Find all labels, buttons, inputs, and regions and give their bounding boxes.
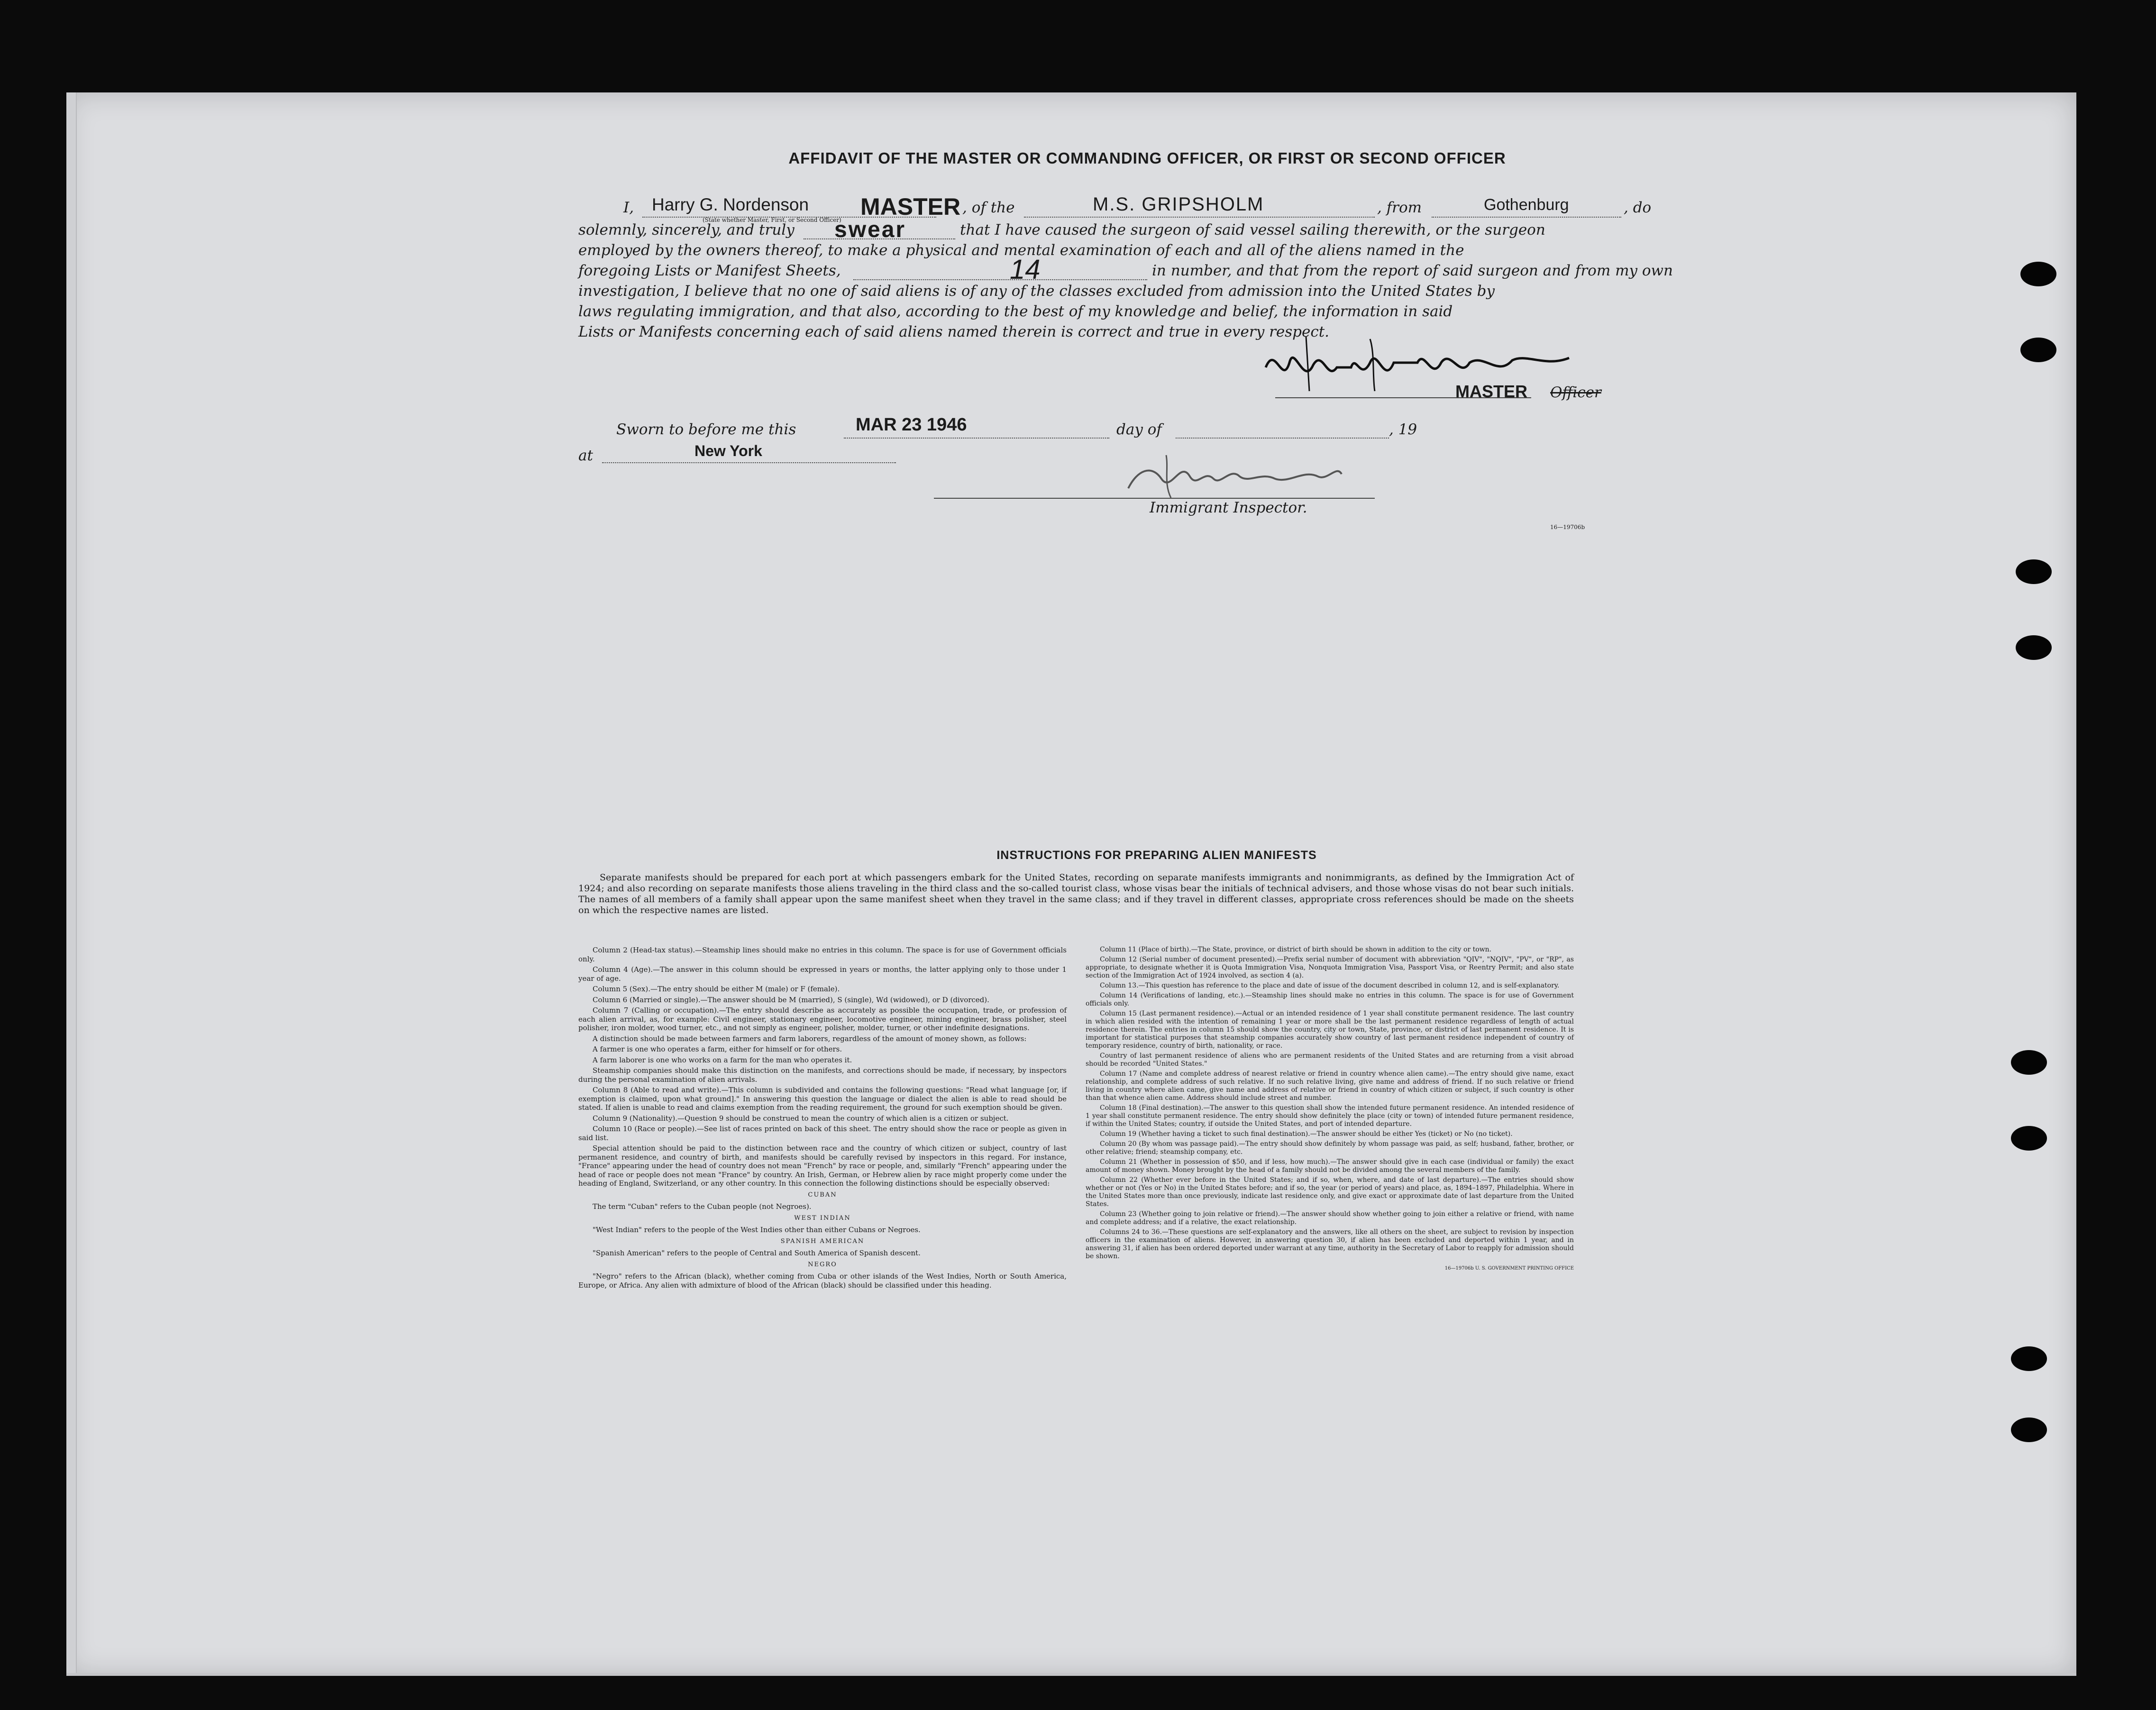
punch-hole <box>2020 262 2056 286</box>
instruction-paragraph: Column 13.—This question has reference to the place and date of issue of the document described in column 12, and is self-explanatory. <box>1100 982 1560 989</box>
oath-stamp: swear <box>834 217 906 242</box>
instruction-paragraph: Columns 24 to 36.—These questions are self-explanatory and the answers, like all others on the sheet, are subject to revision by inspection officers in the examination of aliens. However, in answering question 30, if alien has been excluded and deported within 1 year, and in answering 31, if alien has been ordered deported under warrant at any time, authority in the Secretary of Labor to reapply for admission should be shown. <box>1086 1228 1574 1260</box>
instruction-paragraph: A farm laborer is one who works on a farm for the man who operates it. <box>593 1055 852 1064</box>
cuban-text: The term "Cuban" refers to the Cuban people (not Negroes). <box>593 1202 812 1211</box>
at-text: at <box>578 447 593 464</box>
manifest-page <box>66 92 2076 1676</box>
instruction-paragraph: Column 15 (Last permanent residence).—Actual or an intended residence of 1 year shall constitute permanent residence. The last country in which alien resided with the intention of remaining 1 year or more shall be the last permanent residence regardless of length of actual residence therein. The entries in column 15 should show the country, city or town, State, province, or district of last permanent residence. It is important for statistical purposes that steamship companies accurately show country of last permanent residence independent of country of temporary residence, country of birth, nationality, or race. <box>1086 1010 1574 1050</box>
date-blank <box>844 438 1109 439</box>
instruction-paragraph: Column 6 (Married or single).—The answer should be M (married), S (single), Wd (widowed), or D (divorced). <box>593 995 989 1004</box>
affidavit-i: I, <box>623 199 634 216</box>
punch-hole <box>2020 338 2056 362</box>
punch-hole <box>2016 559 2052 584</box>
year-prefix: , 19 <box>1389 421 1417 438</box>
instruction-paragraph: Column 7 (Calling or occupation).—The entry should describe as accurately as possible the occupation, trade, or profession of each alien arrival, as, for example: Civil engineer, stationary engineer, locomotive engineer, mining engineer, brass polisher, steel polisher, iron molder, wood turner, etc., and not simply as engineer, polisher, molder, turner, or other indefinite designations. <box>578 1006 1067 1032</box>
page-bottom-edge <box>66 1673 2076 1676</box>
instruction-paragraph: Column 11 (Place of birth).—The State, province, or district of birth should be shown in addition to the city or town. <box>1100 946 1492 953</box>
instruction-paragraph: Column 5 (Sex).—The entry should be either M (male) or F (female). <box>593 985 840 993</box>
instruction-paragraph: Column 14 (Verifications of landing, etc.).—Steamship lines should make no entries in this column. The space is for use of Government officials only. <box>1086 992 1574 1007</box>
negro-text: "Negro" refers to the African (black), whether coming from Cuba or other islands of the West Indies, North or South America, Europe, or Africa. Any alien with admixture of blood of the African (black) should be classified under this heading. <box>578 1272 1067 1289</box>
spanish-american-text: "Spanish American" refers to the people of Central and South America of Spanish descent. <box>593 1249 921 1257</box>
instructions-footer: 16—19706b U. S. GOVERNMENT PRINTING OFFICE <box>1444 1266 1574 1271</box>
officer-struck: Officer <box>1550 384 1601 401</box>
instruction-paragraph: Column 18 (Final destination).—The answer to this question shall show the intended future permanent residence. An intended residence of 1 year shall constitute permanent residence. The entry should show definitely the place (city or town) of intended future permanent residence, if within the United States; country, if outside the United States, and port of intended departure. <box>1086 1104 1574 1128</box>
form-number: 16—19706b <box>1550 524 1585 530</box>
day-of-text: day of <box>1116 421 1162 438</box>
instructions-intro: Separate manifests should be prepared for each port at which passengers embark for the United States, recording on separate manifests immigrants and nonimmigrants, as defined by the Immigration Act of 1924; and also recording on separate manifests those aliens traveling in the third class and the so-called tourist class, whose visas bear the initials of technical advisers, and those whose visas do not bear such initials. The names of all members of a family shall appear upon the same manifest sheet when they travel in the same class; and if they travel in different classes, appropriate cross references should be made on the sheets on which the respective names are listed. <box>578 872 1574 915</box>
solemnly-text: solemnly, sincerely, and truly <box>578 221 795 238</box>
instruction-paragraph: Country of last permanent residence of aliens who are permanent residents of the United States and are returning from a visit abroad should be recorded "United States." <box>1086 1052 1574 1068</box>
rank-note: (State whether Master, First, or Second Officer) <box>703 217 841 223</box>
line6-text: laws regulating immigration, and that also, according to the best of my knowledge and belief, the information in said <box>578 303 1453 320</box>
punch-hole <box>2011 1417 2047 1442</box>
line2-text: that I have caused the surgeon of said vessel sailing therewith, or the surgeon <box>960 221 1545 238</box>
instruction-paragraph: Column 20 (By whom was passage paid).—The entry should show definitely by whom passage was paid, as self; husband, father, brother, or other relative; friend; steamship company, etc. <box>1086 1140 1574 1156</box>
inspector-line <box>934 498 1375 499</box>
place-blank <box>602 462 896 463</box>
instruction-paragraph: Column 4 (Age).—The answer in this column should be expressed in years or months, the latter applying only to those under 1 year of age. <box>578 965 1067 983</box>
punch-hole <box>2016 635 2052 660</box>
sworn-date-stamp: MAR 23 1946 <box>856 415 967 435</box>
master-name: Harry G. Nordenson <box>652 195 809 214</box>
place-stamp: New York <box>694 442 762 459</box>
sheet-count-blank <box>853 279 1147 280</box>
line5-text: investigation, I believe that no one of said aliens is of any of the classes excluded from admission into the United States by <box>578 283 1495 300</box>
instruction-paragraph: Column 12 (Serial number of document presented).—Prefix serial number of document with abbreviation "QIV", "NQIV", "PV", or "RP", as appropriate, to designate whether it is Quota Immigration Visa, Nonquota Immigration Visa, Passport Visa, or Reentry Permit; and also state section of the Immigration Act of 1924 involved, as section 4 (a). <box>1086 956 1574 979</box>
instruction-paragraph: Column 17 (Name and complete address of nearest relative or friend in country whence alien came).—The entry should give name, exact relationship, and complete address of such relative. If no such relative living, give name and address of friend. If no such relative or friend living in country where alien came, give name and address of relative or friend in country of which citizen or subject, if such country is other than that whence alien came. Address should include street and number. <box>1086 1070 1574 1102</box>
negro-heading: NEGRO <box>808 1261 837 1268</box>
instruction-paragraph: Column 23 (Whether going to join relative or friend).—The answer should show whether going to join either a relative or friend, with name and complete address; and if a relative, the exact relationship. <box>1086 1210 1574 1226</box>
port-blank <box>1432 217 1621 218</box>
line7-text: Lists or Manifests concerning each of said aliens named therein is correct and true in every respect. <box>578 323 1330 340</box>
rank-stamp: MASTER <box>860 193 961 220</box>
west-indian-text: "West Indian" refers to the people of the West Indies other than either Cubans or Negroes. <box>593 1225 921 1234</box>
binding-edge <box>66 92 77 1676</box>
instruction-paragraph: Column 2 (Head-tax status).—Steamship lines should make no entries in this column. The space is for use of Government officials only. <box>578 946 1067 963</box>
affidavit-title: AFFIDAVIT OF THE MASTER OR COMMANDING OFFICER, OR FIRST OR SECOND OFFICER <box>788 149 1506 167</box>
sworn-text: Sworn to before me this <box>616 421 796 438</box>
instructions-right-column <box>1086 946 1574 1274</box>
instruction-paragraph: Special attention should be paid to the distinction between race and the country of which citizen or subject, country of last permanent residence, and country of birth, and manifests should be carefully revised by inspectors in this regard. For instance, "France" appearing under the head of country does not mean "French" by race or people, and, similarly "French" appearing under the head of race or people does not mean "France" by country. An Irish, German, or Hebrew alien by race might properly come under the heading of England, Switzerland, or any other country. In this connection the following distinctions should be especially observed: <box>578 1144 1067 1188</box>
of-the-text: , of the <box>962 199 1015 216</box>
sheet-count: 14 <box>1010 254 1041 285</box>
instruction-paragraph: A farmer is one who operates a farm, either for himself or for others. <box>593 1045 842 1053</box>
signature-rank: MASTER <box>1455 382 1527 401</box>
punch-hole <box>2011 1050 2047 1075</box>
do-text: , do <box>1624 199 1652 216</box>
line3-text: employed by the owners thereof, to make a physical and mental examination of each and all of the aliens named in the <box>578 242 1464 259</box>
line4-text: foregoing Lists or Manifest Sheets, <box>578 262 841 279</box>
punch-hole <box>2011 1346 2047 1371</box>
west-indian-heading: WEST INDIAN <box>794 1214 851 1222</box>
instruction-paragraph: Column 9 (Nationality).—Question 9 should be construed to mean the country of which alien is a citizen or subject. <box>593 1114 1009 1123</box>
instruction-paragraph: Column 19 (Whether having a ticket to such final destination).—The answer should be either Yes (ticket) or No (no ticket). <box>1100 1130 1513 1138</box>
spanish-american-heading: SPANISH AMERICAN <box>780 1237 865 1245</box>
instruction-paragraph: Steamship companies should make this distinction on the manifests, and corrections should be made, if necessary, by inspectors during the personal examination of alien arrivals. <box>578 1066 1067 1084</box>
instruction-paragraph: Column 21 (Whether in possession of $50, and if less, how much).—The answer should give in each case (individual or family) the exact amount of money shown. Money brought by the head of a family should not be divided among the several members of the family. <box>1086 1158 1574 1174</box>
port-name: Gothenburg <box>1484 196 1569 214</box>
month-blank <box>1176 438 1389 439</box>
line4-post-text: in number, and that from the report of said surgeon and from my own <box>1152 262 1673 279</box>
instruction-paragraph: Column 22 (Whether ever before in the United States; and if so, when, where, and date of last departure).—The entries should show whether or not (Yes or No) in the United States before; and if so, the year (or period of years) and place, as, 1894–1897, Philadelphia. Where in the United States more than once previously, indicate last residence only, and give exact or approximate date of last departure from the United States. <box>1086 1176 1574 1208</box>
cuban-heading: CUBAN <box>808 1191 837 1198</box>
inspector-label: Immigrant Inspector. <box>1150 499 1307 516</box>
instruction-paragraph: Column 8 (Able to read and write).—This column is subdivided and contains the following questions: "Read what language [or, if exemption is claimed, upon what ground]." In answering this question the language or dialect the alien is able to read should be stated. If alien is unable to read and claims exemption from the reading requirement, the ground for such exemption should be given. <box>578 1086 1067 1112</box>
vessel-blank <box>1024 217 1375 218</box>
from-text: , from <box>1377 199 1422 216</box>
instruction-paragraph: A distinction should be made between farmers and farm laborers, regardless of the amount of money shown, as follows: <box>593 1034 1027 1043</box>
inspector-signature <box>1119 450 1384 503</box>
punch-hole <box>2011 1126 2047 1151</box>
instructions-left-column <box>578 946 1067 1291</box>
instructions-title: INSTRUCTIONS FOR PREPARING ALIEN MANIFESTS <box>996 849 1317 862</box>
vessel-name: M.S. GRIPSHOLM <box>1093 194 1264 215</box>
instruction-paragraph: Column 10 (Race or people).—See list of races printed on back of this sheet. The entry should show the race or people as given in said list. <box>578 1125 1067 1142</box>
